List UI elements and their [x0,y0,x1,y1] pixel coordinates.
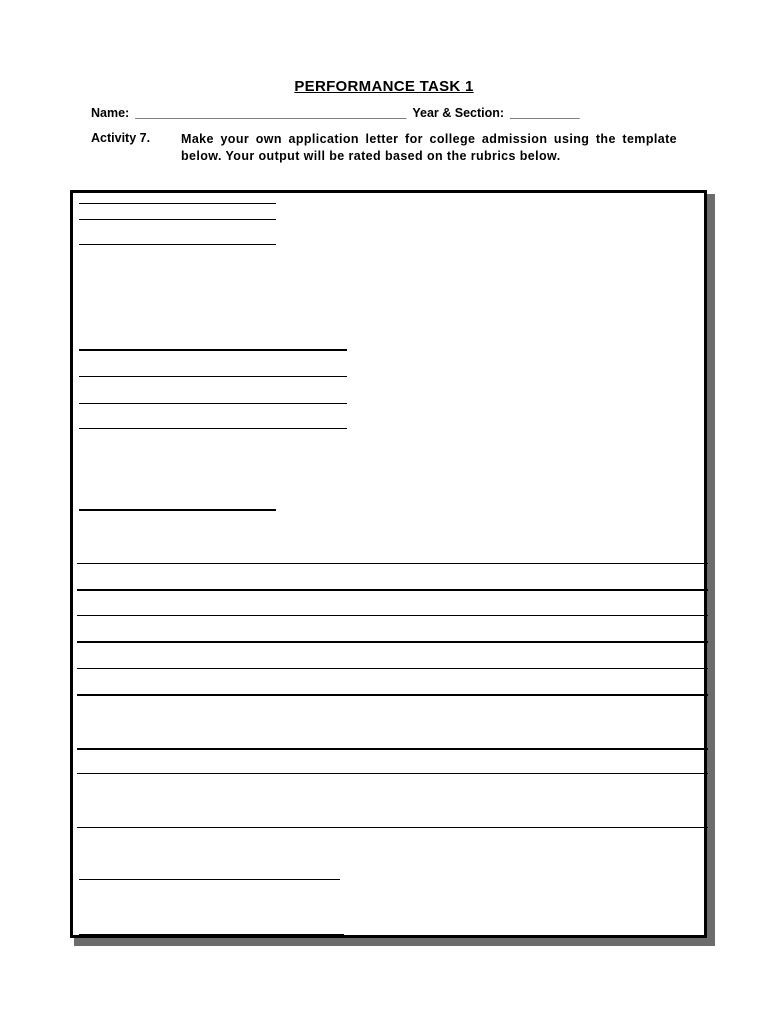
recipient-address-line-2[interactable] [79,376,347,377]
page-title: PERFORMANCE TASK 1 [294,78,474,95]
year-section-blank[interactable]: __________ [510,106,580,120]
body-line-4[interactable] [77,641,708,643]
signature-name-line[interactable] [79,934,344,936]
recipient-address-line-4[interactable] [79,428,347,429]
year-section-label: Year & Section: [412,106,505,120]
body-line-2[interactable] [77,589,708,591]
body-line-9[interactable] [77,827,708,828]
body-line-3[interactable] [77,615,708,616]
activity-label: Activity 7. [91,131,151,145]
body-line-5[interactable] [77,668,708,669]
name-label: Name: [91,106,130,120]
body-line-8[interactable] [77,773,708,774]
name-blank[interactable]: _______________________________________ [135,106,407,120]
name-row [91,106,580,120]
letter-template-frame [70,190,707,938]
body-line-7[interactable] [77,748,708,750]
body-line-6[interactable] [77,694,708,696]
date-line[interactable] [79,244,276,245]
salutation-line[interactable] [79,509,276,511]
recipient-address-line-1[interactable] [79,349,347,351]
sender-address-line-1[interactable] [79,203,276,204]
complimentary-close-line[interactable] [79,879,340,880]
activity-instructions: Make your own application letter for college admission using the template below. Your output will be rated based on the rubrics below. [181,132,677,163]
sender-address-line-2[interactable] [79,219,276,220]
recipient-address-line-3[interactable] [79,403,347,404]
body-line-1[interactable] [77,563,708,564]
